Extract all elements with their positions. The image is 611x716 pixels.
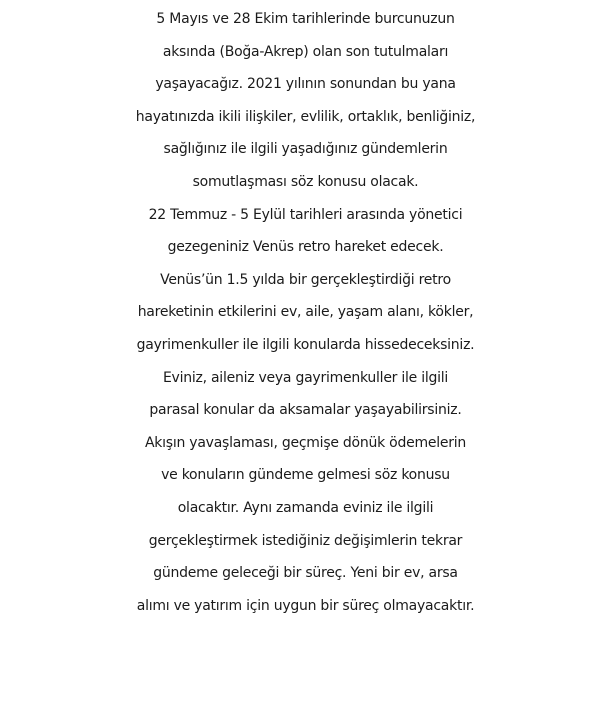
text-line: parasal konular da aksamalar yaşayabilirsiniz.	[149, 402, 462, 419]
article-text	[0, 3, 611, 622]
text-line: Venüs’ün 1.5 yılda bir gerçekleştirdiği retro	[160, 271, 451, 288]
text-line: olacaktır. Aynı zamanda eviniz ile ilgili	[177, 499, 434, 516]
text-line: gerçekleştirmek istediğiniz değişimlerin tekrar	[148, 532, 463, 549]
text-line: hareketinin etkilerini ev, aile, yaşam alanı, kökler,	[137, 304, 474, 321]
text-line: aksında (Boğa-Akrep) olan son tutulmaları	[162, 43, 449, 60]
text-line: sağlığınız ile ilgili yaşadığınız gündemlerin	[163, 141, 448, 158]
text-line: somutlaşması söz konusu olacak.	[192, 173, 419, 190]
text-line: 22 Temmuz - 5 Eylül tarihleri arasında yönetici	[148, 206, 463, 223]
text-line: gündeme geleceği bir süreç. Yeni bir ev, arsa	[153, 565, 458, 582]
text-line: yaşayacağız. 2021 yılının sonundan bu yana	[155, 76, 456, 93]
text-line: gezegeniniz Venüs retro hareket edecek.	[167, 239, 444, 256]
text-line: Eviniz, aileniz veya gayrimenkuller ile ilgili	[162, 369, 449, 386]
text-line: gayrimenkuller ile ilgili konularda hissedeceksiniz.	[136, 336, 475, 353]
text-line: ve konuların gündeme gelmesi söz konusu	[161, 467, 450, 484]
text-line: hayatınızda ikili ilişkiler, evlilik, ortaklık, benliğiniz,	[135, 108, 476, 125]
text-line: Akışın yavaşlaması, geçmişe dönük ödemelerin	[144, 434, 467, 451]
text-line: alımı ve yatırım için uygun bir süreç olmayacaktır.	[136, 597, 475, 614]
text-line: 5 Mayıs ve 28 Ekim tarihlerinde burcunuzun	[156, 11, 455, 27]
